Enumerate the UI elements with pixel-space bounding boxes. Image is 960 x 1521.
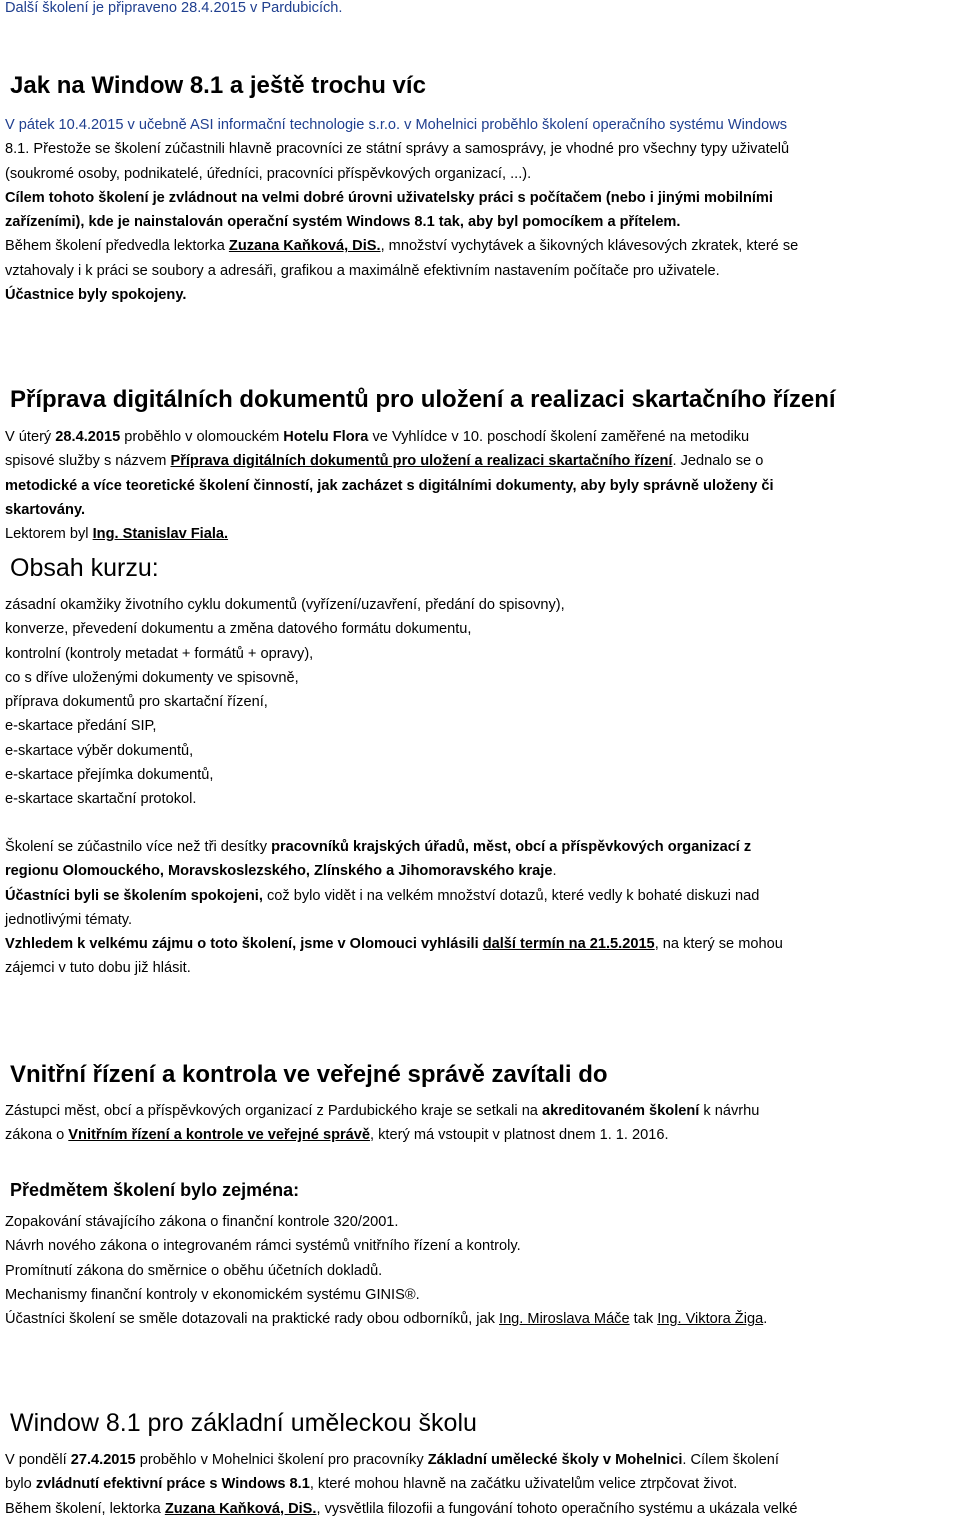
text-span: , vysvětlila filozofii a fungování tohoto operačního systému a ukázala velké	[316, 1500, 798, 1517]
text-span: . Jednalo se o	[672, 453, 764, 470]
section-3-title: Vnitřní řízení a kontrola ve veřejné správě zavítali do	[10, 1061, 608, 1088]
section-3-subtitle: Předmětem školení bylo zejména:	[10, 1180, 300, 1200]
text-span: .	[552, 863, 557, 880]
text-span: zvládnutí efektivní práce s Windows 8.1	[35, 1476, 310, 1493]
text-line	[5, 474, 955, 498]
text-span: Účastnice byly spokojeny.	[5, 287, 187, 304]
text-span: k návrhu	[699, 1103, 760, 1119]
text-line	[5, 283, 955, 307]
section-3-list	[5, 1210, 955, 1331]
text-span: Zástupci měst, obcí a příspěvkových organizací z Pardubického kraje se setkali na	[5, 1103, 542, 1119]
text-span: V úterý	[5, 429, 56, 445]
text-span: Vzhledem k velkému zájmu o toto školení, jsme v Olomouci vyhlásili	[5, 936, 483, 953]
lecturer-link[interactable]: Zuzana Kaňková, DiS.	[164, 1500, 317, 1517]
text-span: Lektorem byl	[5, 526, 93, 543]
text-span: Účastníci školení se směle dotazovali na praktické rady obou odborníků, jak	[5, 1311, 500, 1328]
section-1-body	[5, 113, 955, 307]
text-span: skartovány.	[5, 501, 86, 518]
text-line	[5, 425, 955, 449]
text-span: ve Vyhlídce v 10. poschodí školení zaměřené na metodiku	[368, 429, 750, 445]
text-span: akreditovaném školení	[541, 1103, 700, 1119]
text-line	[5, 884, 955, 908]
text-line	[5, 1448, 955, 1472]
list-item: co s dříve uloženými dokumenty ve spisovně,	[5, 669, 299, 686]
text-span: , které mohou hlavně na začátku uživatelům velice ztrpčovat život.	[309, 1476, 738, 1493]
text-line	[5, 259, 955, 283]
text-span: bylo	[5, 1476, 36, 1493]
text-span: , který má vstoupit v platnost dnem 1. 1. 2016.	[370, 1127, 669, 1144]
text-line	[5, 449, 955, 473]
course-content-title: Obsah kurzu:	[10, 554, 159, 582]
text-span: jednotlivými tématy.	[5, 911, 133, 928]
list-item: zásadní okamžiky životního cyklu dokumentů (vyřízení/uzavření, předání do spisovny),	[5, 597, 565, 613]
text-span: V pátek 10.4.2015 v učebně ASI informační technologie s.r.o. v Mohelnici proběhlo školení operačního systému Windows	[5, 117, 788, 133]
text-line	[5, 859, 955, 883]
text-line	[5, 908, 955, 932]
text-line	[5, 137, 955, 161]
text-span: .	[763, 1311, 768, 1328]
law-link[interactable]: Vnitřním řízení a kontrole ve veřejné správě	[68, 1127, 371, 1144]
text-span: V pondělí	[5, 1452, 71, 1468]
lecturer-link[interactable]: Zuzana Kaňková, DiS.	[228, 238, 381, 255]
text-span: 28.4.2015	[55, 429, 121, 445]
text-span: Školení se zúčastnilo více než tři desítky	[5, 839, 272, 855]
text-span: (soukromé osoby, podnikatelé, úředníci, pracovníci příspěvkových organizací, ...).	[5, 165, 532, 182]
list-item: Zopakování stávajícího zákona o finanční kontrole 320/2001.	[5, 1214, 399, 1230]
section-2-body	[5, 425, 955, 546]
text-span: , na který se mohou	[654, 936, 783, 953]
list-item: Mechanismy finanční kontroly v ekonomickém systému GINIS®.	[5, 1286, 420, 1303]
list-item: Návrh nového zákona o integrovaném rámci systémů vnitřního řízení a kontroly.	[5, 1238, 521, 1255]
text-span: vztahovaly i k práci se soubory a adresáři, grafikou a maximálně efektivním nastavením počítače pro uživatele.	[5, 262, 720, 279]
text-span: Cílem tohoto školení je zvládnout na velmi dobré úrovni uživatelsky práci s počítačem (nebo i jinými mobilními	[5, 189, 773, 206]
expert-link[interactable]: Ing. Miroslava Máče	[499, 1311, 630, 1328]
text-line	[5, 932, 955, 956]
text-span: pracovníků krajských úřadů, měst, obcí a příspěvkových organizací z	[271, 839, 752, 855]
next-date-link[interactable]: další termín na 21.5.2015	[482, 936, 655, 953]
list-item: e-skartace přejímka dokumentů,	[5, 767, 214, 784]
list-item: kontrolní (kontroly metadat + formátů + opravy),	[5, 645, 314, 662]
text-span: regionu Olomouckého, Moravskoslezského, Zlínského a Jihomoravského kraje	[5, 863, 553, 880]
text-line	[5, 210, 955, 234]
text-line	[5, 1123, 955, 1147]
list-item: konverze, převedení dokumentu a změna datového formátu dokumentu,	[5, 621, 472, 638]
text-line	[5, 1307, 955, 1331]
text-line	[5, 522, 955, 546]
course-link[interactable]: Příprava digitálních dokumentů pro uložení a realizaci skartačního řízení	[170, 453, 673, 470]
text-span: , množství vychytávek a šikovných klávesových zkratek, které se	[380, 238, 799, 255]
section-3-body	[5, 1099, 955, 1148]
section-1-title: Jak na Window 8.1 a ještě trochu víc	[10, 72, 426, 99]
text-span: proběhlo v Mohelnici školení pro pracovníky	[135, 1452, 428, 1468]
text-span: zákona o	[5, 1127, 69, 1144]
list-item: e-skartace předání SIP,	[5, 718, 157, 735]
list-item: příprava dokumentů pro skartační řízení,	[5, 694, 268, 711]
text-line	[5, 498, 955, 522]
section-4-title: Window 8.1 pro základní uměleckou školu	[10, 1409, 477, 1437]
text-span: tak	[629, 1311, 658, 1328]
lecturer-link[interactable]: Ing. Stanislav Fiala.	[92, 526, 229, 543]
course-content-list	[5, 593, 955, 812]
text-line	[5, 1099, 955, 1123]
section-2-summary	[5, 835, 955, 981]
text-span: Během školení, lektorka	[5, 1500, 165, 1517]
section-4-body	[5, 1448, 955, 1521]
list-item: Promítnutí zákona do směrnice o oběhu účetních dokladů.	[5, 1262, 383, 1279]
text-line	[5, 162, 955, 186]
text-span: Účastníci byli se školením spokojeni,	[5, 887, 263, 904]
text-line	[5, 1497, 955, 1521]
text-span: zařízeními), kde je nainstalován operační systém Windows 8.1 tak, aby byl pomocíkem a přítelem.	[5, 214, 681, 231]
text-span: Během školení předvedla lektorka	[5, 238, 229, 255]
text-span: 8.1. Přestože se školení zúčastnili hlavně pracovníci ze státní správy a samosprávy, je vhodné pro všechny typy uživatelů	[5, 141, 790, 158]
section-2-title: Příprava digitálních dokumentů pro uložení a realizaci skartačního řízení	[10, 386, 836, 413]
list-item: e-skartace výběr dokumentů,	[5, 742, 194, 759]
text-span: Hotelu Flora	[283, 429, 369, 445]
list-item: e-skartace skartační protokol.	[5, 791, 197, 808]
text-span: zájemci v tuto dobu již hlásit.	[5, 960, 191, 977]
text-line	[5, 956, 955, 980]
text-span: . Cílem školení	[682, 1452, 779, 1468]
expert-link[interactable]: Ing. Viktora Žiga	[657, 1311, 764, 1328]
text-span: proběhlo v olomouckém	[120, 429, 284, 445]
text-line	[5, 835, 955, 859]
intro-text: Další školení je připraveno 28.4.2015 v Pardubicích.	[5, 0, 343, 16]
text-line	[5, 113, 955, 137]
text-line	[5, 186, 955, 210]
text-span: což bylo vidět i na velkém množství dotazů, které vedly k bohaté diskuzi nad	[262, 887, 760, 904]
text-line	[5, 1472, 955, 1496]
text-span: 27.4.2015	[70, 1452, 136, 1468]
text-line	[5, 234, 955, 258]
text-span: Základní umělecké školy v Mohelnici	[427, 1452, 683, 1468]
text-span: spisové služby s názvem	[5, 453, 171, 470]
text-span: metodické a více teoretické školení činností, jak zacházet s digitálními dokumenty, aby byly správně uloženy či	[5, 477, 774, 494]
